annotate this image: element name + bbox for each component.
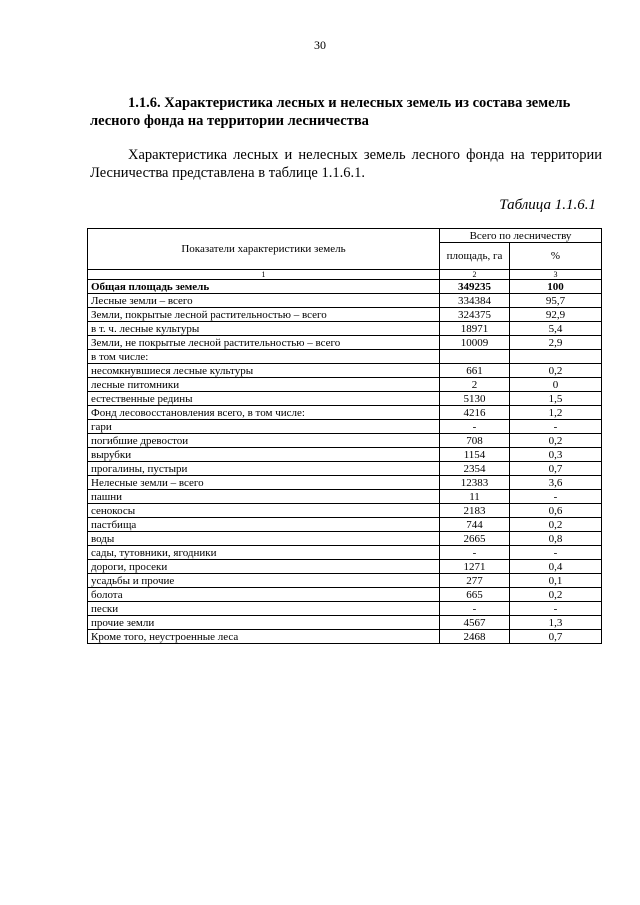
row-area: 5130 [440,392,510,406]
table-row [88,420,602,434]
row-percent: - [510,490,602,504]
row-percent [510,350,602,364]
row-label: лесные питомники [88,378,440,392]
row-area: 277 [440,574,510,588]
row-percent: 0,2 [510,518,602,532]
table-row [88,350,602,364]
header-percent: % [510,243,602,270]
table-row [88,602,602,616]
row-area: 324375 [440,308,510,322]
table-row [88,392,602,406]
row-label: погибшие древостои [88,434,440,448]
row-label: сенокосы [88,504,440,518]
row-area: 1271 [440,560,510,574]
row-percent: 1,5 [510,392,602,406]
table-body [88,280,602,644]
row-percent: 95,7 [510,294,602,308]
row-label: болота [88,588,440,602]
row-area: 665 [440,588,510,602]
row-label: несомкнувшиеся лесные культуры [88,364,440,378]
table-row [88,560,602,574]
row-area: 2665 [440,532,510,546]
row-label: вырубки [88,448,440,462]
header-total: Всего по лесничеству [440,229,602,243]
row-area: 708 [440,434,510,448]
row-area: 1154 [440,448,510,462]
row-area: 18971 [440,322,510,336]
row-area: 744 [440,518,510,532]
row-percent: 0,7 [510,630,602,644]
row-label: Земли, покрытые лесной растительностью – всего [88,308,440,322]
row-percent: 92,9 [510,308,602,322]
row-label: в т. ч. лесные культуры [88,322,440,336]
row-label: пески [88,602,440,616]
row-area: 661 [440,364,510,378]
row-area: 4216 [440,406,510,420]
index-cell-1: 1 [88,270,440,280]
row-area: 349235 [440,280,510,294]
table-row [88,490,602,504]
table-row [88,336,602,350]
index-cell-2: 2 [440,270,510,280]
row-percent: 3,6 [510,476,602,490]
row-percent: 0 [510,378,602,392]
row-area: 334384 [440,294,510,308]
row-area: 4567 [440,616,510,630]
table-row [88,308,602,322]
intro-paragraph: Характеристика лесных и нелесных земель лесного фонда на территории Лесничества представлена в таблице 1.1.6.1. [90,147,602,181]
table-row [88,322,602,336]
row-percent: 0,4 [510,560,602,574]
table-row [88,364,602,378]
row-label: естественные редины [88,392,440,406]
table-row [88,532,602,546]
row-label: Общая площадь земель [88,280,440,294]
row-percent: 0,8 [510,532,602,546]
table-row [88,294,602,308]
table-row [88,434,602,448]
row-label: Лесные земли – всего [88,294,440,308]
row-area: 10009 [440,336,510,350]
table-row [88,462,602,476]
row-label: в том числе: [88,350,440,364]
row-percent: 0,2 [510,434,602,448]
row-label: Земли, не покрытые лесной растительностью – всего [88,336,440,350]
table-row [88,448,602,462]
index-cell-3: 3 [510,270,602,280]
row-area: - [440,420,510,434]
table-caption: Таблица 1.1.6.1 [499,197,596,213]
table-row [88,588,602,602]
row-area [440,350,510,364]
row-label: пашни [88,490,440,504]
row-percent: 0,2 [510,588,602,602]
row-area: - [440,602,510,616]
row-label: прочие земли [88,616,440,630]
row-percent: 0,7 [510,462,602,476]
row-label: гари [88,420,440,434]
row-percent: 1,3 [510,616,602,630]
header-area: площадь, га [440,243,510,270]
row-label: дороги, просеки [88,560,440,574]
page-number: 30 [314,38,326,52]
table-row [88,616,602,630]
table-row [88,574,602,588]
row-percent: 0,2 [510,364,602,378]
row-label: пастбища [88,518,440,532]
row-label: сады, тутовники, ягодники [88,546,440,560]
row-label: усадьбы и прочие [88,574,440,588]
row-area: 2183 [440,504,510,518]
row-percent: 0,6 [510,504,602,518]
row-percent: - [510,420,602,434]
row-label: прогалины, пустыри [88,462,440,476]
row-area: 12383 [440,476,510,490]
table-row [88,504,602,518]
row-percent: 2,9 [510,336,602,350]
row-area: 11 [440,490,510,504]
row-percent: 100 [510,280,602,294]
row-percent: 0,3 [510,448,602,462]
row-area: 2468 [440,630,510,644]
row-area: 2 [440,378,510,392]
table-row [88,476,602,490]
table-row [88,378,602,392]
table-row [88,280,602,294]
land-characteristics-table [87,228,602,644]
table-row [88,630,602,644]
row-label: Кроме того, неустроенные леса [88,630,440,644]
row-percent: 1,2 [510,406,602,420]
header-indicator: Показатели характеристики земель [88,229,440,270]
table-row [88,546,602,560]
row-percent: 0,1 [510,574,602,588]
row-percent: - [510,546,602,560]
row-area: 2354 [440,462,510,476]
section-heading: 1.1.6. Характеристика лесных и нелесных земель из состава земель лесного фонда на территории лесничества [90,95,571,129]
row-percent: 5,4 [510,322,602,336]
table-row [88,406,602,420]
table-row [88,518,602,532]
row-percent: - [510,602,602,616]
row-label: воды [88,532,440,546]
row-area: - [440,546,510,560]
row-label: Фонд лесовосстановления всего, в том числе: [88,406,440,420]
row-label: Нелесные земли – всего [88,476,440,490]
